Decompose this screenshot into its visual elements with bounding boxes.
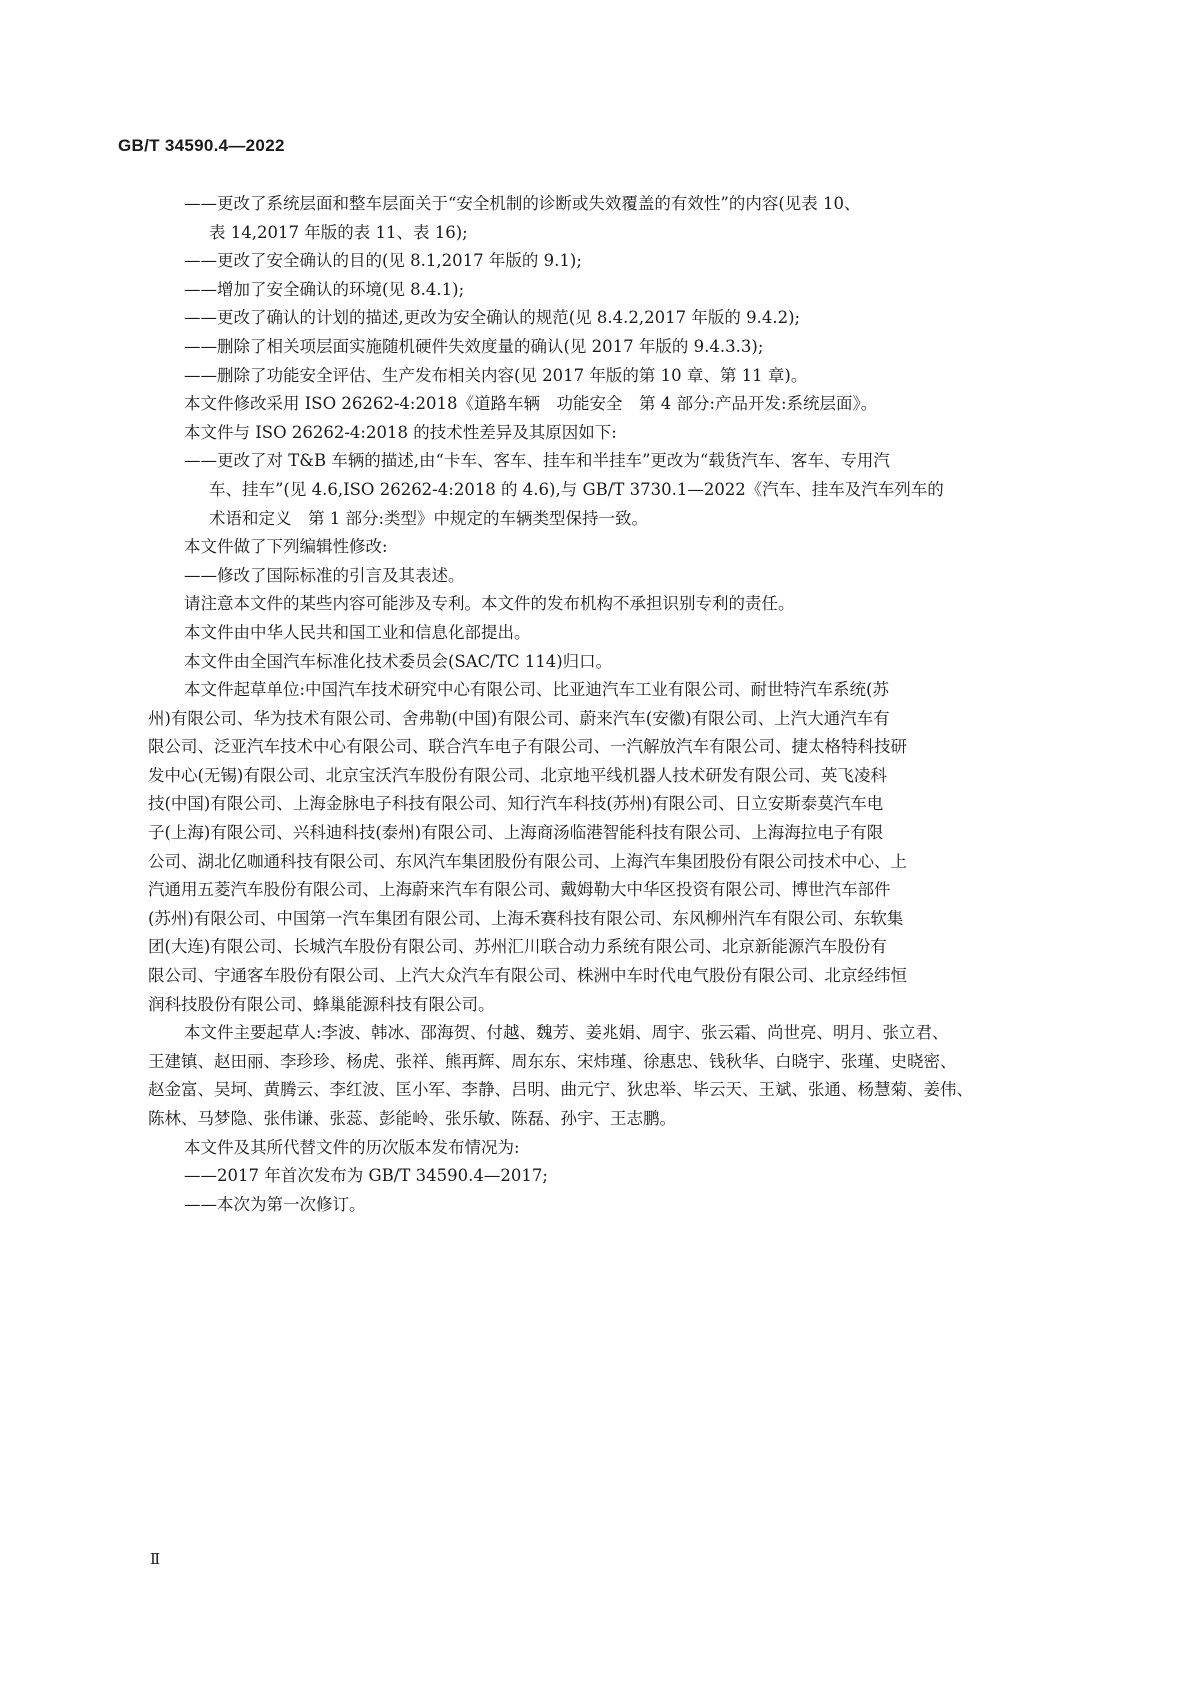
paragraph: 本文件由全国汽车标准化技术委员会(SAC/TC 114)归口。 xyxy=(184,651,613,671)
paragraph-line: 技(中国)有限公司、上海金脉电子科技有限公司、知行汽车科技(苏州)有限公司、日立安斯泰莫汽车电 xyxy=(148,794,884,814)
list-item: ——2017 年首次发布为 GB/T 34590.4—2017; xyxy=(184,1166,548,1186)
list-item: ——更改了对 T&B 车辆的描述,由“卡车、客车、挂车和半挂车”更改为“载货汽车、客车、专用汽 xyxy=(184,451,890,471)
paragraph-line: 子(上海)有限公司、兴科迪科技(泰州)有限公司、上海商汤临港智能科技有限公司、上海海拉电子有限 xyxy=(148,823,884,843)
paragraph-line: 润科技股份有限公司、蜂巢能源科技有限公司。 xyxy=(148,994,495,1014)
paragraph-line: 限公司、泛亚汽车技术中心有限公司、联合汽车电子有限公司、一汽解放汽车有限公司、捷太格特科技研 xyxy=(148,737,907,757)
paragraph-line: 州)有限公司、华为技术有限公司、舍弗勒(中国)有限公司、蔚来汽车(安徽)有限公司、上汽大通汽车有 xyxy=(148,708,890,728)
list-item-continuation: 表 14,2017 年版的表 11、表 16); xyxy=(209,222,468,242)
paragraph: 本文件由中华人民共和国工业和信息化部提出。 xyxy=(184,622,531,642)
list-item: ——增加了安全确认的环境(见 8.4.1); xyxy=(184,279,465,299)
list-item-continuation: 术语和定义 第 1 部分:类型》中规定的车辆类型保持一致。 xyxy=(209,508,649,528)
page-number: Ⅱ xyxy=(150,1550,161,1568)
list-item-continuation: 车、挂车”(见 4.6,ISO 26262-4:2018 的 4.6),与 GB/T 3730.1—2022《汽车、挂车及汽车列车的 xyxy=(209,479,944,499)
paragraph-drafting-units: 本文件起草单位:中国汽车技术研究中心有限公司、比亚迪汽车工业有限公司、耐世特汽车系统(苏 xyxy=(184,680,889,700)
list-item: ——更改了安全确认的目的(见 8.1,2017 年版的 9.1); xyxy=(184,251,582,271)
paragraph-line: (苏州)有限公司、中国第一汽车集团有限公司、上海禾赛科技有限公司、东风柳州汽车有限公司、东软集 xyxy=(148,908,904,928)
document-code-header: GB/T 34590.4—2022 xyxy=(118,136,285,155)
list-item: ——删除了相关项层面实施随机硬件失效度量的确认(见 2017 年版的 9.4.3.3); xyxy=(184,336,764,356)
list-item: ——修改了国际标准的引言及其表述。 xyxy=(184,565,465,585)
list-item: ——本次为第一次修订。 xyxy=(184,1194,366,1214)
paragraph-line: 王建镇、赵田丽、李珍珍、杨虎、张祥、熊再辉、周东东、宋炜瑾、徐惠忠、钱秋华、白晓宇、张瑾、史晓密、 xyxy=(148,1051,957,1071)
list-item: ——更改了系统层面和整车层面关于“安全机制的诊断或失效覆盖的有效性”的内容(见表 10、 xyxy=(184,194,861,213)
paragraph-line: 赵金富、吴坷、黄腾云、李红波、匡小军、李静、吕明、曲元宁、狄忠举、毕云天、王斌、张通、杨慧菊、姜伟、 xyxy=(148,1080,973,1100)
paragraph-line: 汽通用五菱汽车股份有限公司、上海蔚来汽车有限公司、戴姆勒大中华区投资有限公司、博世汽车部件 xyxy=(148,880,891,900)
paragraph-drafters: 本文件主要起草人:李波、韩冰、邵海贺、付越、魏芳、姜兆娟、周宇、张云霜、尚世亮、明月、张立君、 xyxy=(184,1023,949,1043)
paragraph-line: 限公司、宇通客车股份有限公司、上汽大众汽车有限公司、株洲中车时代电气股份有限公司、北京经纬恒 xyxy=(148,966,907,986)
document-body xyxy=(148,190,1053,1219)
paragraph-line: 公司、湖北亿咖通科技有限公司、东风汽车集团股份有限公司、上海汽车集团股份有限公司技术中心、上 xyxy=(148,851,907,871)
paragraph: 本文件与 ISO 26262-4:2018 的技术性差异及其原因如下: xyxy=(184,422,617,442)
paragraph-line: 团(大连)有限公司、长城汽车股份有限公司、苏州汇川联合动力系统有限公司、北京新能源汽车股份有 xyxy=(148,937,887,957)
paragraph: 本文件做了下列编辑性修改: xyxy=(184,537,388,557)
list-item: ——更改了确认的计划的描述,更改为安全确认的规范(见 8.4.2,2017 年版的 9.4.2); xyxy=(184,308,801,328)
paragraph: 请注意本文件的某些内容可能涉及专利。本文件的发布机构不承担识别专利的责任。 xyxy=(184,594,795,614)
paragraph: 本文件修改采用 ISO 26262-4:2018《道路车辆 功能安全 第 4 部分:产品开发:系统层面》。 xyxy=(184,394,878,414)
list-item: ——删除了功能安全评估、生产发布相关内容(见 2017 年版的第 10 章、第 11 章)。 xyxy=(184,365,808,385)
paragraph-line: 发中心(无锡)有限公司、北京宝沃汽车股份有限公司、北京地平线机器人技术研发有限公司、英飞凌科 xyxy=(148,765,887,785)
paragraph-line: 陈林、马梦隐、张伟谦、张蕊、彭能岭、张乐敏、陈磊、孙宇、王志鹏。 xyxy=(148,1109,676,1128)
paragraph: 本文件及其所代替文件的历次版本发布情况为: xyxy=(184,1137,520,1157)
